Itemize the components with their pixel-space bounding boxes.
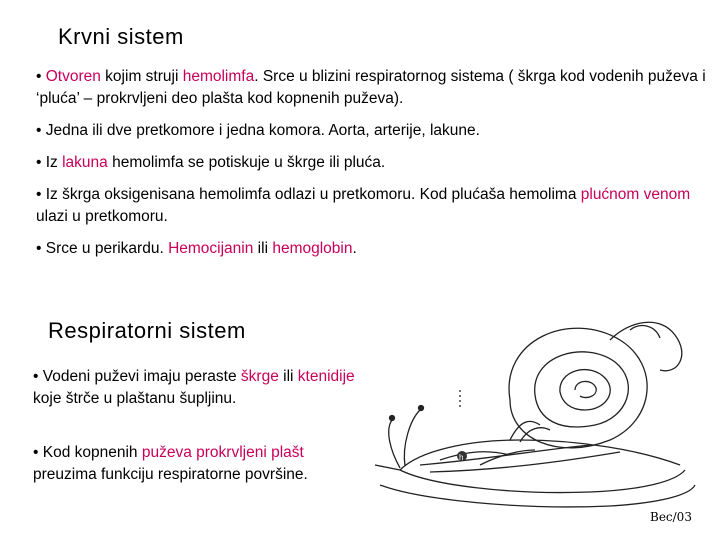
term-hemoglobin: hemoglobin [272, 240, 353, 257]
bullet: • [36, 68, 46, 85]
text: koje štrče u plaštanu šupljinu. [33, 390, 237, 407]
paragraph-lacunae [36, 152, 716, 174]
text: . Srce u blizini respiratornog sistema ( škrga kod vodenih puževa i ‘pluća’ – prokrvljeni deo plašta kod kopnenih puževa). [36, 68, 706, 107]
term-otvoren: Otvoren [45, 68, 101, 85]
text: hemolimfa se potiskuje u škrge ili pluća. [107, 154, 386, 171]
text: kojim struji [100, 68, 183, 85]
term-hemolimfa: hemolimfa [182, 68, 255, 85]
text: • Kod kopnenih [33, 444, 142, 461]
text: . [352, 240, 357, 257]
text: ili [278, 368, 298, 385]
paragraph-heart-chambers: • Jedna ili dve pretkomore i jedna komora. Aorta, arterije, lakune. [36, 122, 480, 139]
paragraph-gills [33, 366, 363, 410]
text: ulazi u pretkomoru. [36, 208, 168, 225]
term-plast: puževa prokrvljeni plašt [141, 444, 304, 461]
term-lakuna: lakuna [62, 154, 108, 171]
paragraph-pericardium [36, 238, 716, 260]
text: • Srce u perikardu. [36, 240, 169, 257]
paragraph-lung-mantle [33, 442, 363, 486]
text: • Iz škrga oksigenisana hemolimfa odlazi u pretkomoru. Kod plućaša hemolima [36, 186, 581, 203]
text: preuzima funkciju respiratorne površine. [33, 466, 308, 483]
text: • Iz [36, 154, 63, 171]
term-skrge: škrge [240, 368, 279, 385]
snail-anatomy-illustration [360, 300, 700, 515]
figure-label: h [459, 453, 464, 462]
heading-circulatory: Krvni sistem [58, 24, 184, 49]
term-ktenidije: ktenidije [297, 368, 355, 385]
text: ili [253, 240, 273, 257]
term-plucna-vena: plućnom venom [580, 186, 691, 203]
paragraph-open-system [36, 66, 716, 110]
text: • Vodeni puževi imaju peraste [33, 368, 241, 385]
term-hemocijanin: Hemocijanin [168, 240, 254, 257]
heading-respiratory: Respiratorni sistem [48, 318, 246, 343]
illustration-signature: Bec/03 [650, 510, 692, 524]
paragraph-oxygenated [36, 184, 716, 228]
